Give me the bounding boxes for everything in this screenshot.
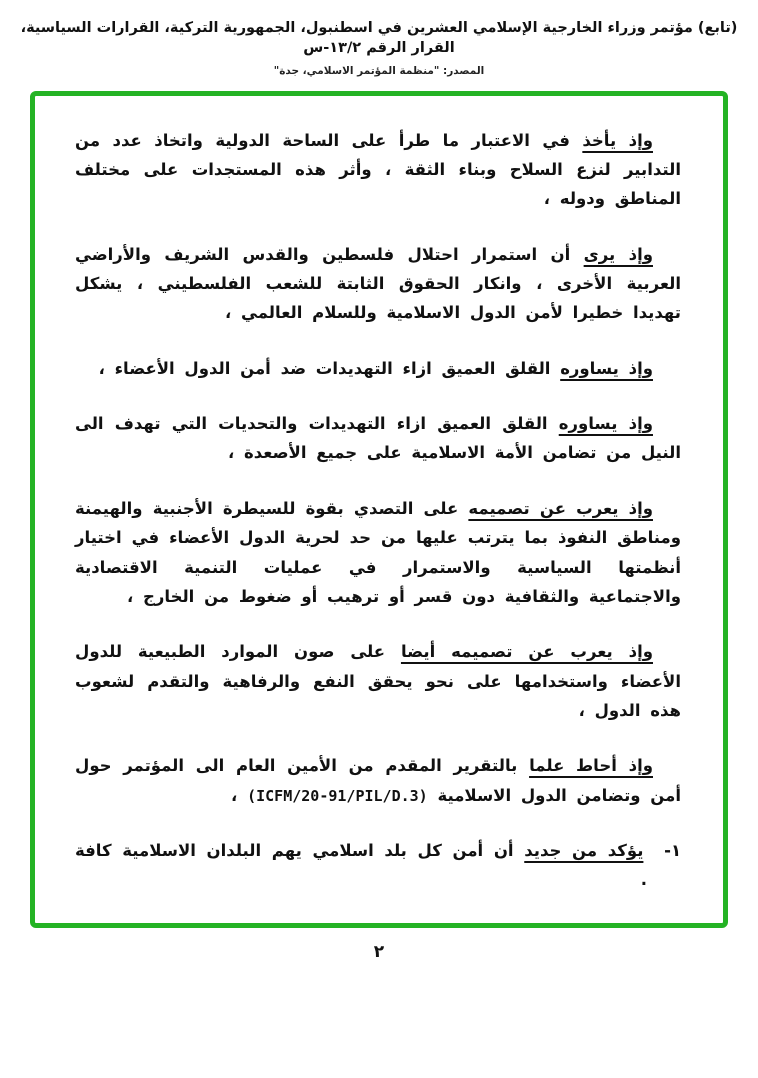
document-reference-code: (ICFM/20-91/PIL/D.3) (247, 786, 428, 805)
paragraph-4-text: القلق العميق ازاء التهديدات والتحديات التي تهدف الى النيل من تضامن الأمة الاسلامية على جميع الأصعدة ، (75, 414, 681, 463)
paragraph-3 (75, 354, 681, 383)
paragraph-7-lead: وإذ أحاط علما (529, 756, 653, 776)
paragraph-7 (75, 751, 681, 810)
paragraph-3-text: القلق العميق ازاء التهديدات ضد أمن الدول الأعضاء ، (98, 358, 551, 378)
paragraph-6-text: على صون الموارد الطبيعية للدول الأعضاء واستخدامها على نحو يحقق النفع والرفاهية والتقدم لشعوب هذه الدول ، (75, 642, 681, 720)
content-frame (30, 91, 728, 928)
paragraph-5 (75, 494, 681, 611)
numbered-item-1-number: ١- (664, 841, 682, 861)
paragraph-6 (75, 637, 681, 725)
document-header-title: (تابع) مؤتمر وزراء الخارجية الإسلامي العشرين في اسطنبول، الجمهورية التركية، القرارات السياسية، القرار الرقم ١٣/٢-س (20, 20, 738, 57)
paragraph-2-text: أن استمرار احتلال فلسطين والقدس الشريف والأراضي العربية الأخرى ، وانكار الحقوق الثابتة للشعب الفلسطيني ، يشكل تهديدا خطيرا لأمن الدول الاسلامية وللسلام العالمي ، (75, 244, 681, 323)
paragraph-7-trail: ، (231, 785, 238, 805)
page-number: ٢ (373, 941, 385, 962)
numbered-item-1-lead: يؤكد من جديد (524, 841, 644, 861)
paragraph-3-lead: وإذ يساوره (560, 358, 653, 378)
paragraph-1 (75, 126, 681, 214)
paragraph-7-text: بالتقرير المقدم من الأمين العام الى المؤتمر حول أمن وتضامن الدول الاسلامية (75, 756, 681, 805)
paragraph-2 (75, 240, 681, 328)
numbered-item-1 (75, 836, 681, 895)
paragraph-2-lead: وإذ يرى (583, 244, 653, 264)
document-source-line: المصدر: "منظمة المؤتمر الاسلامي، جدة" (273, 64, 485, 77)
paragraph-4 (75, 409, 681, 468)
paragraph-1-lead: وإذ يأخذ (582, 130, 653, 150)
numbered-item-1-text: أن أمن كل بلد اسلامي يهم البلدان الاسلامية كافة . (75, 841, 647, 890)
paragraph-5-text: على التصدي بقوة للسيطرة الأجنبية والهيمنة ومناطق النفوذ بما يترتب عليها من حد لحرية الدول الأعضاء في اختيار أنظمتها السياسية والاستمرار في عمليات التنمية الاقتصادية والاجتماعية والثقافية دون قسر أو ترهيب أو ضغوط من الخارج ، (75, 498, 681, 606)
paragraph-6-lead: وإذ يعرب عن تصميمه أيضا (400, 642, 653, 662)
paragraph-4-lead: وإذ يساوره (558, 414, 653, 434)
paragraph-5-lead: وإذ يعرب عن تصميمه (468, 498, 653, 518)
paragraph-1-text: في الاعتبار ما طرأ على الساحة الدولية واتخاذ عدد من التدابير لنزع السلاح وبناء الثقة ، وأثر هذه المستجدات على مختلف المناطق ودوله ، (75, 130, 681, 209)
